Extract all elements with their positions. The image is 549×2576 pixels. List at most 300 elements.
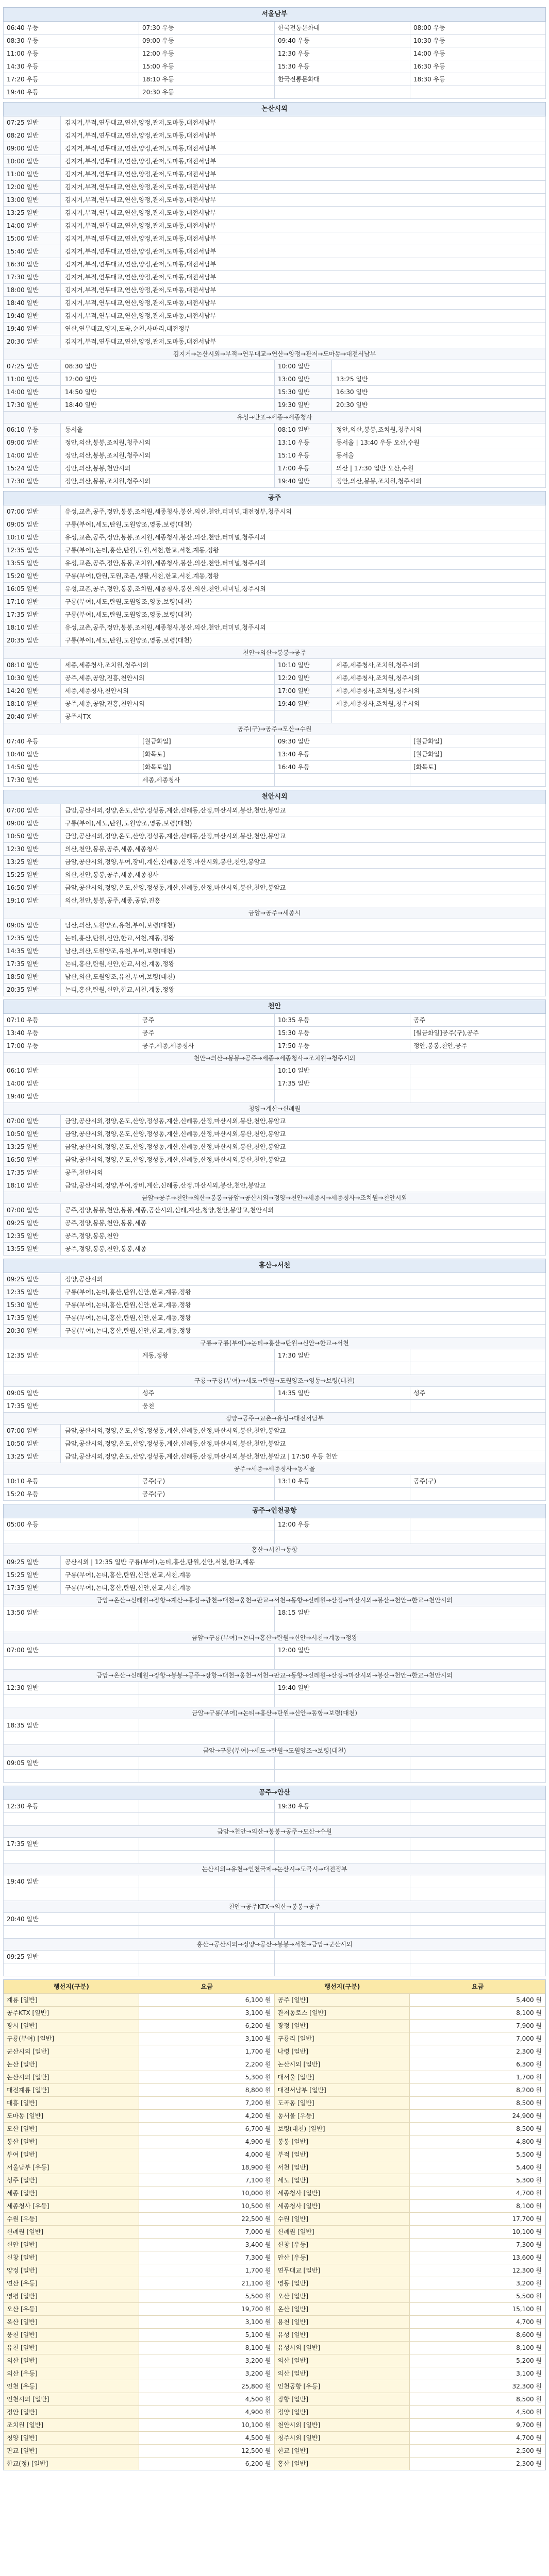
route-stops: 금암,공산시외,정양,부여,장비,계산,신례동,산정,마산시외,봉산,천안,봉암교 — [61, 856, 546, 868]
schedule-row — [4, 621, 546, 634]
route-stops: 김지거,부적,연무대교,연산,양정,관저,도마동,대전서남부 — [61, 181, 546, 193]
departure-cell: 한국전통문화대 — [275, 73, 410, 86]
schedule-pair-cell — [275, 386, 546, 399]
schedule-row — [4, 207, 546, 219]
route-stops: 김지거,부적,연무대교,연산,양정,관저,도마동,대전서남부 — [61, 310, 546, 322]
fare-destination: 신창 [우등] — [275, 2239, 410, 2251]
fare-row — [4, 2264, 545, 2277]
fare-price: 2,300 원 — [410, 2045, 545, 2058]
schedule-pair-cell — [4, 698, 275, 710]
route-stops: 공주,정양,봉봉,천안,봉봉,세종 — [61, 1217, 546, 1229]
departure-time: 10:00 일반 — [4, 155, 61, 167]
route-stops: 구룡(부여),세도,탄원,도원양조,영동,보령(대천) — [61, 817, 546, 829]
departure-cell — [410, 1606, 546, 1619]
fare-row — [4, 2457, 545, 2470]
departure-time: 10:50 일반 — [4, 830, 61, 842]
departure-cell: 19:40 일반 — [4, 1875, 139, 1888]
departure-time: 13:10 우등 — [275, 436, 332, 449]
departure-time: 19:40 일반 — [275, 698, 332, 710]
departure-cell — [410, 1719, 546, 1732]
departure-time: 16:30 일반 — [4, 258, 61, 270]
departure-time: 08:10 일반 — [4, 659, 61, 671]
departure-time: 15:40 일반 — [4, 245, 61, 258]
departure-cell — [410, 1813, 546, 1826]
fare-row — [4, 2277, 545, 2290]
schedule-row — [4, 1243, 546, 1256]
departure-cell — [139, 1888, 275, 1901]
schedule-row — [4, 531, 546, 544]
route-line: 공주→세종→세종청사→동서울 — [3, 1463, 546, 1475]
schedule-pair-cell — [4, 710, 275, 723]
departure-time: 12:35 일반 — [4, 932, 61, 944]
fare-row — [4, 2083, 545, 2096]
fare-price: 3,400 원 — [139, 2239, 275, 2251]
fare-price: 5,300 원 — [410, 2174, 545, 2187]
departure-time: 18:10 일반 — [4, 621, 61, 634]
route-line: 구룡→구룡(부여)→논티→홍산→탄원→신안→한교→서천 — [3, 1337, 546, 1349]
departure-cell — [275, 1813, 410, 1826]
fare-destination: 의산 [일반] — [4, 2354, 139, 2367]
departure-time: 09:25 일반 — [4, 1556, 61, 1568]
fare-row — [4, 2032, 545, 2045]
fare-destination: 인천시외 [일반] — [4, 2393, 139, 2405]
departure-time: 17:30 일반 — [4, 399, 61, 411]
departure-time: 09:25 일반 — [4, 1217, 61, 1229]
schedule-section — [3, 1863, 546, 1901]
route-stops: 공주,정양,봉봉,천안,봉봉,세종,공산시외,신례,계산,청양,천안,봉암교,천안시외 — [61, 1204, 546, 1216]
route-stops: 정안,의산,봉봉,천안시외 — [65, 465, 131, 472]
fare-destination: 정양 [일반] — [275, 2406, 410, 2418]
departure-cell — [4, 1813, 139, 1826]
departure-time: 09:00 일반 — [4, 817, 61, 829]
route-line: 천안→의산→봉봉→공주→세종→세종청사→조치원→청주시외 — [3, 1053, 546, 1064]
fare-price: 2,500 원 — [410, 2445, 545, 2457]
departure-time: 16:50 일반 — [4, 1154, 61, 1166]
schedule-section — [3, 999, 546, 1053]
fare-destination: 구룡(부여) [일반] — [4, 2032, 139, 2045]
schedule-row — [4, 583, 546, 596]
schedule-section — [3, 1745, 546, 1783]
departure-cell — [410, 1838, 546, 1851]
route-stops: 금암,공산시외,정양,온도,산양,정성동,계산,신례동,산정,마산시외,봉산,천안,봉암교 — [61, 1154, 546, 1166]
departure-cell: 정안,봉봉,천안,공주 — [410, 1040, 546, 1053]
route-line: 금암→구룡(부여)→논티→홍산→탄원→신안→동항→보령(대천) — [3, 1707, 546, 1719]
departure-time: 13:25 일반 — [4, 1141, 61, 1153]
fare-price: 3,100 원 — [139, 2032, 275, 2045]
schedule-pair-cell — [4, 685, 275, 698]
fare-price: 4,800 원 — [410, 2136, 545, 2148]
fare-destination: 수원 [일반] — [275, 2213, 410, 2225]
departure-cell: 한국전통문화대 — [275, 22, 410, 35]
fare-price: 7,200 원 — [139, 2097, 275, 2109]
route-stops: 구룡(부여),논티,홍산,탄원,도원,서천,한교,서천,계동,정왕 — [61, 544, 546, 556]
departure-cell: 13:50 일반 — [4, 1606, 139, 1619]
departure-cell — [139, 1362, 275, 1375]
departure-cell: 12:00 우등 — [139, 47, 275, 60]
departure-cell — [4, 1619, 139, 1632]
fare-destination: 수원 [우등] — [4, 2213, 139, 2225]
schedule-pair-cell — [275, 685, 546, 698]
departure-time: 15:30 일반 — [275, 386, 332, 398]
route-stops: 16:30 일반 — [336, 388, 368, 396]
departure-cell — [275, 1619, 410, 1632]
section-title: 공주→인천공항 — [3, 1504, 546, 1518]
departure-time: 13:00 일반 — [4, 194, 61, 206]
schedule-pair-cell — [275, 399, 546, 412]
schedule-pair-cell — [275, 436, 546, 449]
departure-cell: 17:20 우등 — [4, 73, 139, 86]
departure-cell: 17:35 일반 — [275, 1077, 410, 1090]
departure-cell — [139, 1926, 275, 1939]
departure-time: 15:25 일반 — [4, 1569, 61, 1581]
fare-header-cell: 요금 — [201, 1983, 213, 1990]
departure-cell — [410, 86, 546, 99]
schedule-pair-cell — [4, 399, 275, 412]
route-stops: 세종,세종청사,조치원,청주시외 — [336, 687, 420, 694]
schedule-row — [4, 856, 546, 869]
departure-time: 10:00 일반 — [275, 360, 332, 372]
departure-cell — [139, 1757, 275, 1770]
departure-cell — [139, 1851, 275, 1863]
schedule-grid — [3, 1387, 546, 1413]
departure-cell: 공주 — [139, 1014, 275, 1027]
fare-destination: 오산 [우등] — [4, 2303, 139, 2315]
departure-cell — [275, 1488, 410, 1501]
departure-cell — [4, 1657, 139, 1670]
fare-price: 3,200 원 — [410, 2277, 545, 2290]
departure-cell — [410, 1090, 546, 1103]
fare-destination: 세종청사 [일반] — [275, 2187, 410, 2199]
schedule-row — [4, 142, 546, 155]
departure-cell — [410, 1400, 546, 1413]
departure-cell — [410, 1732, 546, 1745]
schedule-section — [3, 1544, 546, 1595]
schedule-row — [4, 882, 546, 894]
route-line: 천안→의산→봉봉→공주 — [3, 647, 546, 659]
fare-price: 6,200 원 — [139, 2020, 275, 2032]
departure-time: 12:20 일반 — [275, 672, 332, 684]
schedule-pair-cell — [275, 672, 546, 685]
schedule-row — [4, 596, 546, 608]
departure-cell — [410, 1888, 546, 1901]
schedule-pair-cell — [4, 462, 275, 475]
departure-time: 15:25 일반 — [4, 869, 61, 881]
fare-destination: 정안 [일반] — [4, 2406, 139, 2418]
schedule-section — [3, 7, 546, 99]
fare-row — [4, 2367, 545, 2380]
schedule-pair-cell — [4, 386, 275, 399]
route-stops: 구룡(부여),탄원,도원,조촌,생활,서천,한교,서천,계동,정왕 — [61, 570, 546, 582]
route-stops: 의산,천안,봉봉,공주,세종,세종청사 — [61, 869, 546, 881]
schedule-row — [4, 168, 546, 181]
departure-cell: 12:35 일반 — [4, 1349, 139, 1362]
fare-destination: 의산 [일반] — [275, 2367, 410, 2380]
fare-destination: 공주 [일반] — [275, 1994, 410, 2006]
departure-time: 09:00 일반 — [4, 436, 61, 449]
schedule-section — [3, 1463, 546, 1501]
fare-price: 5,500 원 — [410, 2290, 545, 2302]
fare-row — [4, 2405, 545, 2418]
departure-time: 15:30 일반 — [4, 1299, 61, 1311]
schedule-section — [3, 348, 546, 412]
fare-price: 5,500 원 — [139, 2290, 275, 2302]
departure-cell — [410, 1657, 546, 1670]
fare-price: 6,700 원 — [139, 2123, 275, 2135]
departure-cell — [139, 1951, 275, 1963]
route-stops: 남산,의산,도원양조,유천,부여,보령(대천) — [61, 919, 546, 931]
departure-cell — [139, 1913, 275, 1926]
fare-destination: 안산 [우등] — [275, 2251, 410, 2264]
fare-row — [4, 2431, 545, 2444]
route-stops: 정안,의산,봉봉,조치원,청주시외 — [336, 478, 422, 485]
departure-cell — [139, 1838, 275, 1851]
route-stops: 금암,공산시외,정양,온도,산양,정성동,계산,신례동,산정,마산시외,봉산,천안,봉암교 — [61, 830, 546, 842]
departure-time: 13:55 일반 — [4, 557, 61, 569]
route-stops: 의산,천안,봉봉,공주,세종,세종청사 — [61, 843, 546, 855]
departure-cell — [139, 1090, 275, 1103]
fare-header-cell: 행선지(구분) — [53, 1983, 89, 1990]
schedule-pair-cell — [275, 449, 546, 462]
departure-cell: 12:30 우등 — [275, 47, 410, 60]
fare-destination: 판교 [일반] — [4, 2445, 139, 2457]
fare-destination: 유천 [일반] — [4, 2342, 139, 2354]
departure-cell: 12:30 우등 — [4, 1800, 139, 1813]
schedule-row — [4, 310, 546, 323]
route-stops: 금암,공산시외,정양,온도,산양,정성동,계산,신례동,산정,마산시외,봉산,천안,봉암교 — [61, 1437, 546, 1450]
schedule-section — [3, 1595, 546, 1632]
departure-cell: [화목토일] — [139, 761, 275, 774]
departure-cell: 09:30 일반 — [275, 735, 410, 748]
fare-price: 4,000 원 — [139, 2148, 275, 2161]
schedule-grid — [3, 1349, 546, 1375]
fare-price: 8,500 원 — [410, 2393, 545, 2405]
fare-price: 19,700 원 — [139, 2303, 275, 2315]
schedule-pairs — [3, 423, 546, 488]
fare-destination: 연산 [우등] — [4, 2277, 139, 2290]
route-stops: 금암,공산시외,정양,온도,산양,정성동,계산,신례동,산정,마산시외,봉산,천안,봉암교 — [61, 1425, 546, 1437]
fare-price: 6,100 원 — [139, 1994, 275, 2006]
schedule-grid — [3, 22, 546, 99]
fare-price: 8,100 원 — [410, 2342, 545, 2354]
fare-price: 8,200 원 — [410, 2084, 545, 2096]
section-title: 공주 — [3, 491, 546, 505]
schedule-section — [3, 1826, 546, 1863]
departure-cell: 09:05 일반 — [4, 1757, 139, 1770]
fare-table — [3, 1979, 546, 2470]
departure-cell — [275, 1875, 410, 1888]
departure-cell — [410, 1951, 546, 1963]
departure-cell: 18:30 우등 — [410, 73, 546, 86]
route-stops: 금암,공산시외,정양,온도,산양,정성동,계산,신례동,산정,마산시외,봉산,천안,봉암교 — [61, 804, 546, 817]
route-stops: 김지거,부적,연무대교,연산,양정,관저,도마동,대전서남부 — [61, 155, 546, 167]
departure-cell — [139, 1531, 275, 1544]
route-line: 금암→구룡(부여)→논티→홍산→탄원→신안→서천→계동→정왕 — [3, 1632, 546, 1644]
route-stops: 김지거,부적,연무대교,연산,양정,관저,도마동,대전서남부 — [61, 207, 546, 219]
fare-price: 4,200 원 — [139, 2110, 275, 2122]
departure-time: 12:35 일반 — [4, 544, 61, 556]
fare-price: 7,000 원 — [410, 2032, 545, 2045]
route-stops — [332, 710, 545, 723]
departure-cell: [월금화일] — [410, 748, 546, 761]
schedule-row — [4, 1437, 546, 1450]
schedule-pairs — [3, 360, 546, 412]
route-stops: 구룡(부여),논티,홍산,탄원,신안,한교,서천,계동 — [61, 1582, 546, 1594]
route-line: 천안→공주KTX→의산→봉봉→공주 — [3, 1901, 546, 1913]
departure-cell: 13:40 우등 — [4, 1027, 139, 1040]
fare-price: 10,100 원 — [410, 2226, 545, 2238]
fare-destination: 구룡리 [일반] — [275, 2032, 410, 2045]
departure-time: 14:00 일반 — [4, 386, 61, 398]
schedule-section — [3, 1786, 546, 1826]
schedule-row — [4, 919, 546, 932]
fare-price: 12,300 원 — [410, 2264, 545, 2277]
departure-cell — [410, 1077, 546, 1090]
section-title: 천안시외 — [3, 790, 546, 804]
schedule-row — [4, 155, 546, 168]
departure-cell: 14:50 일반 — [4, 761, 139, 774]
schedule-pair-cell — [4, 360, 275, 373]
departure-cell: 18:35 일반 — [4, 1719, 139, 1732]
fare-row — [4, 2161, 545, 2174]
departure-cell: [월금화일] — [410, 735, 546, 748]
schedule-grid — [3, 1719, 546, 1745]
fare-price: 4,900 원 — [139, 2136, 275, 2148]
departure-time: 17:35 일반 — [4, 1312, 61, 1324]
schedule-row — [4, 1230, 546, 1243]
fare-price: 6,200 원 — [139, 2458, 275, 2470]
fare-price: 4,500 원 — [410, 2406, 545, 2418]
route-stops: 논티,홍산,탄원,신안,한교,서천,계동,정왕 — [61, 958, 546, 970]
schedule-section — [3, 1504, 546, 1544]
departure-cell — [139, 1813, 275, 1826]
departure-time: 10:10 일반 — [4, 531, 61, 544]
fare-row — [4, 2045, 545, 2058]
fare-destination: 군산시외 [일반] — [4, 2045, 139, 2058]
departure-time: 13:25 일반 — [4, 207, 61, 219]
departure-time: 17:35 일반 — [4, 608, 61, 621]
route-stops: 금암,공산시외,정양,온도,산양,정성동,계산,신례동,산정,마산시외,봉산,천안,봉암교 — [61, 1141, 546, 1153]
route-stops: 김지거,부적,연무대교,연산,양정,관저,도마동,대전서남부 — [61, 271, 546, 283]
fare-row — [4, 2418, 545, 2431]
section-title: 홍산→서천 — [3, 1259, 546, 1273]
route-stops: 금암,공산시외,정양,부여,장비,계산,신례동,산정,마산시외,봉산,천안,봉암교 — [61, 1179, 546, 1192]
fare-destination: 성주 [일반] — [4, 2174, 139, 2187]
departure-time: 17:10 일반 — [4, 596, 61, 608]
departure-time: 09:25 일반 — [4, 1273, 61, 1285]
departure-cell — [410, 1518, 546, 1531]
departure-cell — [139, 1619, 275, 1632]
fare-price: 8,100 원 — [139, 2342, 275, 2354]
fare-price: 4,700 원 — [410, 2187, 545, 2199]
route-stops: 14:50 일반 — [65, 388, 97, 396]
route-line: 금암→온산→신례원→장항→봉봉→공주→장항→대천→웅천→서천→판교→동항→신례원→산정→마산시외→봉산→천안→한교→천안시외 — [3, 1670, 546, 1682]
route-stops: 김지거,부적,연무대교,연산,양정,관저,도마동,대전서남부 — [61, 116, 546, 129]
route-line: 금암→천안→의산→봉봉→공주→모산→수원 — [3, 1826, 546, 1838]
fare-price: 8,600 원 — [410, 2329, 545, 2341]
departure-cell: 20:30 우등 — [139, 86, 275, 99]
schedule-row — [4, 984, 546, 996]
schedule-row — [4, 116, 546, 129]
departure-cell — [4, 1888, 139, 1901]
departure-cell: 성주 — [410, 1387, 546, 1400]
fare-price: 7,300 원 — [410, 2239, 545, 2251]
fare-destination: 영평 [일반] — [4, 2290, 139, 2302]
fare-price: 18,900 원 — [139, 2161, 275, 2174]
schedule-pair-cell — [275, 462, 546, 475]
departure-cell: 세종,세종청사 — [139, 774, 275, 787]
departure-time: 12:00 일반 — [4, 181, 61, 193]
schedule-grid — [3, 1475, 546, 1501]
route-stops: 구룡(부여),논티,홍산,탄원,신안,한교,계동,정왕 — [61, 1325, 546, 1337]
schedule-row — [4, 219, 546, 232]
departure-time: 16:50 일반 — [4, 882, 61, 894]
departure-cell — [4, 1770, 139, 1783]
fare-row — [4, 2199, 545, 2212]
schedule-row — [4, 557, 546, 570]
departure-time: 14:35 일반 — [4, 945, 61, 957]
schedule-grid — [3, 1644, 546, 1670]
departure-time — [275, 710, 332, 723]
fare-destination: 신안 [일반] — [4, 2239, 139, 2251]
fare-price: 5,300 원 — [139, 2071, 275, 2083]
route-stops: 공산시외 | 12:35 일반 구룡(부여),논티,홍산,탄원,신안,서천,한교,계동 — [61, 1556, 546, 1568]
departure-cell: 07:00 일반 — [4, 1644, 139, 1657]
departure-time: 17:30 일반 — [4, 271, 61, 283]
departure-cell — [275, 1757, 410, 1770]
schedule-pair-cell — [275, 360, 546, 373]
departure-time: 07:25 일반 — [4, 116, 61, 129]
departure-time: 17:00 일반 — [275, 685, 332, 697]
fare-price: 12,500 원 — [139, 2445, 275, 2457]
route-stops: 공주,세종,공암,진흥,천안시외 — [65, 674, 145, 682]
route-stops: 세종,세종청사,조치원,청주시외 — [336, 674, 420, 682]
departure-cell: 09:05 일반 — [4, 1387, 139, 1400]
fare-price: 3,100 원 — [410, 2367, 545, 2380]
schedule-grid — [3, 1014, 546, 1053]
departure-cell — [410, 1875, 546, 1888]
departure-cell: 10:10 일반 — [275, 1064, 410, 1077]
departure-cell — [139, 1077, 275, 1090]
schedule-row — [4, 1425, 546, 1437]
departure-cell — [275, 1963, 410, 1976]
fare-price: 3,100 원 — [139, 2316, 275, 2328]
schedule-row — [4, 271, 546, 284]
departure-time: 20:30 일반 — [4, 335, 61, 348]
fare-destination: 온산 [일반] — [275, 2303, 410, 2315]
schedule-pair-cell — [4, 672, 275, 685]
route-line: 금암→공주→천안→의산→봉봉→금암→공산시외→정양→천안→세종시→세종청사→조치원→천안시외 — [3, 1192, 546, 1204]
departure-cell — [139, 1657, 275, 1670]
departure-time: 06:10 우등 — [4, 423, 61, 436]
schedule-table — [3, 1273, 546, 1337]
route-stops: 연산,연무대교,양지,도곡,순천,사마리,대전정부 — [61, 323, 546, 335]
fare-row — [4, 2135, 545, 2148]
schedule-row — [4, 1450, 546, 1463]
departure-cell — [410, 1644, 546, 1657]
fare-destination: 세종 [일반] — [4, 2187, 139, 2199]
schedule-grid — [3, 1757, 546, 1783]
fare-destination: 대서울 [일반] — [275, 2071, 410, 2083]
fare-price: 5,400 원 — [410, 2161, 545, 2174]
route-stops: 구룡(부여),논티,홍산,탄원,신안,한교,서천,계동 — [61, 1569, 546, 1581]
departure-cell: 공주(구) — [410, 1475, 546, 1488]
departure-cell — [410, 1064, 546, 1077]
departure-cell: 성주 — [139, 1387, 275, 1400]
departure-cell: 16:30 우등 — [410, 60, 546, 73]
schedule-grid — [3, 1951, 546, 1976]
fare-destination: 논산 [일반] — [4, 2058, 139, 2071]
schedule-row — [4, 1179, 546, 1192]
